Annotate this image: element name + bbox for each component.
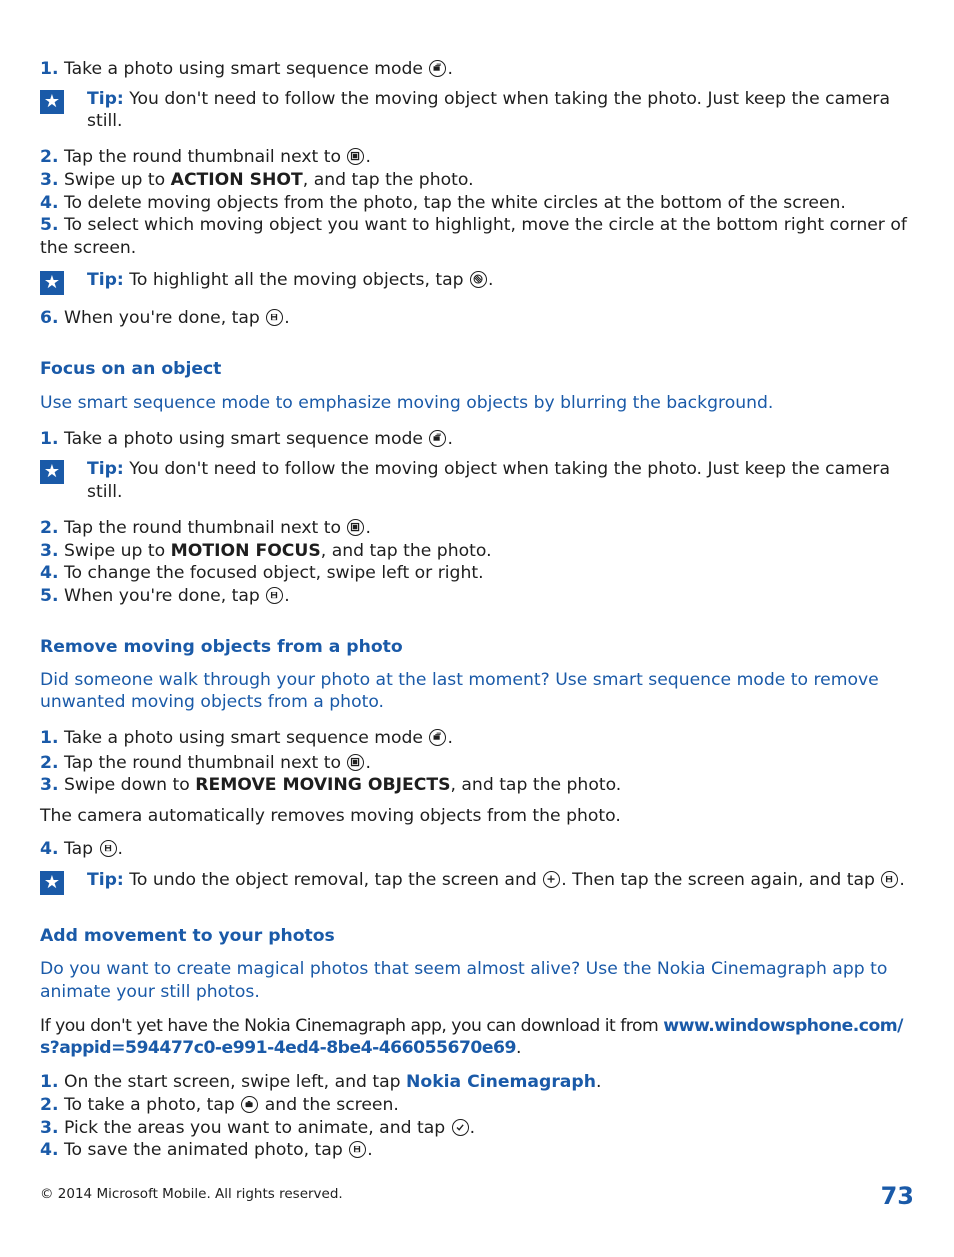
footer-copyright: © 2014 Microsoft Mobile. All rights reserved. bbox=[40, 1186, 343, 1202]
step-4-save-animated: 4. To save the animated photo, tap . bbox=[40, 1140, 373, 1161]
step-2-thumbnail: 2. Tap the round thumbnail next to . bbox=[40, 147, 371, 168]
smart-sequence-icon bbox=[429, 430, 446, 447]
star-icon: ★ bbox=[40, 90, 64, 114]
step-6-done: 6. When you're done, tap . bbox=[40, 308, 290, 329]
intro-focus-object: Use smart sequence mode to emphasize moving objects by blurring the background. bbox=[40, 393, 774, 414]
star-icon: ★ bbox=[40, 871, 64, 895]
camera-icon bbox=[241, 1096, 258, 1113]
step-1-sequence: 1. Take a photo using smart sequence mode . bbox=[40, 428, 453, 449]
step-4-change-focus: 4. To change the focused object, swipe left or right. bbox=[40, 563, 484, 584]
save-icon bbox=[100, 840, 117, 857]
step-1-sequence: 1. Take a photo using smart sequence mode . bbox=[40, 59, 453, 79]
intro-remove-objects: Did someone walk through your photo at the last moment? Use smart sequence mode to remove unwanted moving objects from a photo. bbox=[40, 669, 879, 713]
thumbnail-icon bbox=[347, 148, 364, 165]
thumbnail-icon bbox=[347, 519, 364, 536]
highlight-all-icon bbox=[470, 271, 487, 288]
step-1-sequence: 1. Take a photo using smart sequence mode . bbox=[40, 728, 453, 749]
smart-sequence-icon bbox=[429, 729, 446, 746]
save-icon bbox=[266, 587, 283, 604]
step-4-tap-save: 4. Tap . bbox=[40, 838, 123, 859]
star-icon: ★ bbox=[40, 460, 64, 484]
save-icon bbox=[349, 1141, 366, 1158]
step-1-open-app: 1. On the start screen, swipe left, and tap Nokia Cinemagraph. bbox=[40, 1072, 602, 1093]
heading-add-movement: Add movement to your photos bbox=[40, 926, 335, 947]
tip-undo-removal: ★ Tip: To undo the object removal, tap the screen and . Then tap the screen again, and tap . bbox=[40, 869, 916, 892]
note-auto-remove: The camera automatically removes moving objects from the photo. bbox=[40, 806, 621, 827]
tip-keep-still: ★ Tip: You don't need to follow the moving object when taking the photo. Just keep the camera still. bbox=[40, 88, 916, 133]
add-icon bbox=[543, 871, 560, 888]
checkmark-icon bbox=[452, 1119, 469, 1136]
step-4-delete: 4. To delete moving objects from the photo, tap the white circles at the bottom of the screen. bbox=[40, 192, 846, 213]
save-icon bbox=[881, 871, 898, 888]
download-link-continued[interactable]: s?appid=594477c0-e991-4ed4-8be4-466055670e69 bbox=[40, 1038, 516, 1059]
step-3-motion-focus: 3. Swipe up to MOTION FOCUS, and tap the photo. bbox=[40, 540, 492, 561]
heading-remove-objects: Remove moving objects from a photo bbox=[40, 636, 403, 657]
tip-keep-still: ★ Tip: You don't need to follow the moving object when taking the photo. Just keep the camera still. bbox=[40, 458, 916, 503]
star-icon: ★ bbox=[40, 271, 64, 295]
thumbnail-icon bbox=[347, 754, 364, 771]
intro-add-movement: Do you want to create magical photos that seem almost alive? Use the Nokia Cinemagraph app to animate your still photos. bbox=[40, 959, 888, 1002]
page-content bbox=[40, 58, 916, 1162]
save-icon bbox=[266, 309, 283, 326]
download-instructions: If you don't yet have the Nokia Cinemagraph app, you can download it from www.windowsphone.com/ s?appid=594477c0-e991-4ed4-8be4-466055670e69. bbox=[40, 1015, 903, 1059]
page-number: 73 bbox=[880, 1182, 914, 1210]
step-5-done: 5. When you're done, tap . bbox=[40, 585, 290, 606]
heading-focus-object: Focus on an object bbox=[40, 359, 222, 380]
step-2-take-photo: 2. To take a photo, tap and the screen. bbox=[40, 1094, 399, 1115]
step-3-action-shot: 3. Swipe up to ACTION SHOT, and tap the photo. bbox=[40, 169, 474, 190]
smart-sequence-icon bbox=[429, 60, 446, 77]
step-5-select: 5. To select which moving object you want to highlight, move the circle at the bottom right corner of the screen. bbox=[40, 215, 907, 258]
download-link[interactable]: www.windowsphone.com/ bbox=[663, 1015, 903, 1036]
step-2-thumbnail: 2. Tap the round thumbnail next to . bbox=[40, 517, 371, 538]
step-2-thumbnail: 2. Tap the round thumbnail next to . bbox=[40, 752, 371, 773]
step-3-remove-moving: 3. Swipe down to REMOVE MOVING OBJECTS, and tap the photo. bbox=[40, 775, 622, 796]
step-3-pick-areas: 3. Pick the areas you want to animate, and tap . bbox=[40, 1117, 476, 1138]
tip-highlight-all: ★ Tip: To highlight all the moving objects, tap . bbox=[40, 269, 916, 292]
